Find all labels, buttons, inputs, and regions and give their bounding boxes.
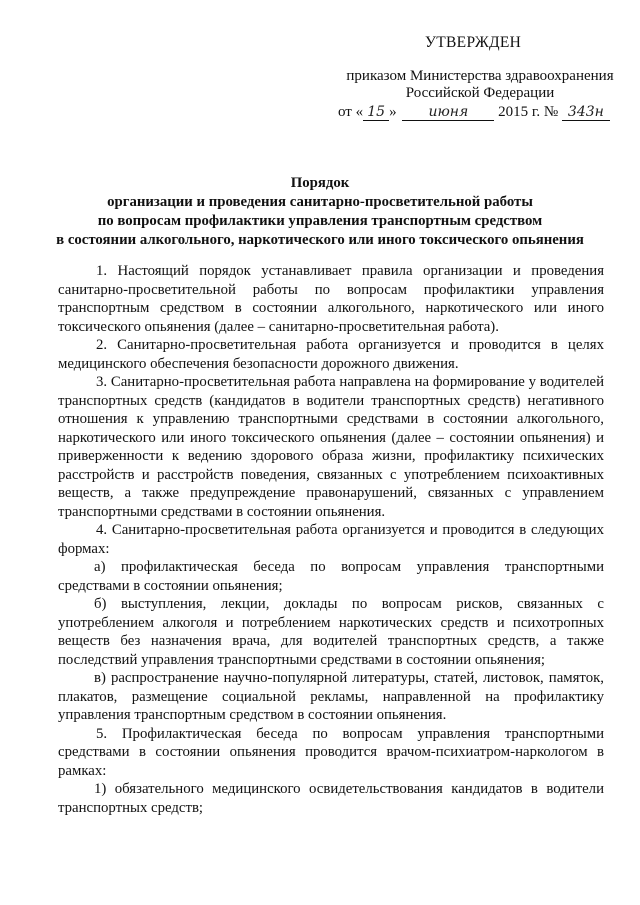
title-line-2: организации и проведения санитарно-просветительной работы [107, 194, 533, 210]
approved-heading: УТВЕРЖДЕН [425, 34, 522, 51]
paragraph-5-1: 1) обязательного медицинского освидетельствования кандидатов в водители транспортных средств; [58, 781, 604, 816]
paragraph-4c: в) распространение научно-популярной литературы, статей, листовок, памяток, плакатов, размещение социальной рекламы, направленной на профилактику управления транспортным средством в состоянии опьянения. [58, 670, 604, 723]
paragraph-5: 5. Профилактическая беседа по вопросам управления транспортными средствами в состоянии опьянения проводится врачом-психиатром-наркологом в рамках: [58, 725, 604, 779]
order-line-federation: Российской Федерации [405, 85, 555, 101]
paragraph-3: 3. Санитарно-просветительная работа направлена на формирование у водителей транспортных средств (кандидатов в водители транспортных средств) негативного отношения к управлению транспортными средствами в состоянии алкогольного, наркотического или иного токсического опьянения (далее – состоянии опьянения) и приверженности к ведению здорового образа жизни, профилактику психических расстройств и расстройств поведения, связанных с употреблением психоактивных веществ, а также предупреждение правонарушений, связанных с управлением транспортными средствами в состоянии опьянения. [58, 374, 604, 520]
order-line-ministry: приказом Министерства здравоохранения [346, 68, 614, 84]
document-body [58, 262, 604, 817]
paragraph-4a: а) профилактическая беседа по вопросам управления транспортными средствами в состоянии опьянения; [58, 559, 604, 594]
date-year: 2015 г. № [498, 104, 559, 120]
order-date-line [338, 104, 628, 121]
paragraph-2: 2. Санитарно-просветительная работа организуется и проводится в целях медицинского обеспечения безопасности дорожного движения. [58, 337, 604, 372]
paragraph-1: 1. Настоящий порядок устанавливает правила организации и проведения санитарно-просветительной работы по вопросам профилактики управления транспортным средством в состоянии алкогольного, наркотического или иного токсического опьянения (далее – санитарно-просветительная работа). [58, 263, 604, 335]
title-line-4: в состоянии алкогольного, наркотического или иного токсического опьянения [56, 232, 584, 248]
paragraph-4: 4. Санитарно-просветительная работа организуется и проводится в следующих формах: [58, 522, 604, 557]
handwritten-day: 15 [363, 105, 389, 121]
approval-order-block [335, 68, 625, 102]
document-title [0, 174, 640, 250]
date-mid: » [389, 104, 397, 120]
title-line-3: по вопросам профилактики управления транспортным средством [97, 213, 543, 229]
handwritten-month: июня [402, 105, 494, 121]
date-prefix: от « [338, 104, 364, 120]
handwritten-order-number: 343н [562, 105, 610, 121]
paragraph-4b: б) выступления, лекции, доклады по вопросам рисков, связанных с употреблением алкоголя и потреблением наркотических средств и психотропных веществ без назначения врача, для водителей транспортных средств, а также последствий управления транспортными средствами в состоянии опьянения; [58, 596, 604, 668]
title-line-1: Порядок [290, 175, 350, 191]
